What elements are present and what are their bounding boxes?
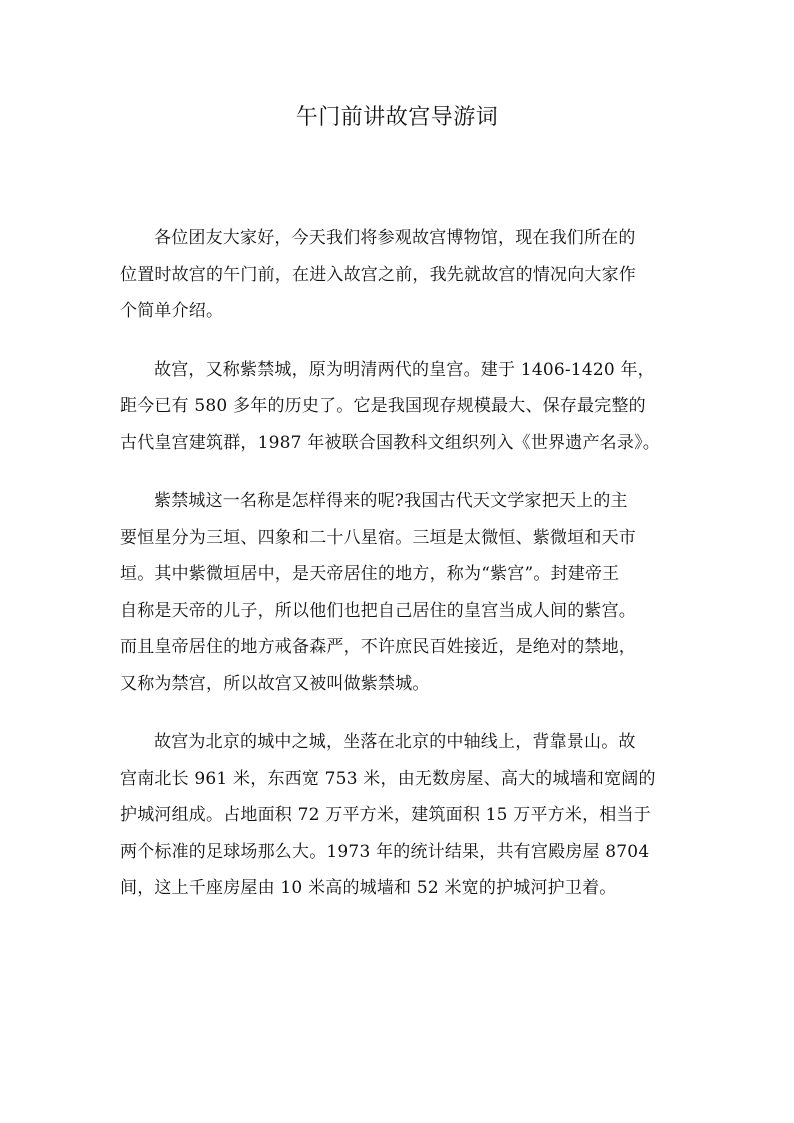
text-line: 位置时故宫的午门前，在进入故宫之前，我先就故宫的情况向大家作 bbox=[120, 264, 636, 285]
text-line: 而且皇帝居住的地方戒备森严，不许庶民百姓接近，是绝对的禁地， bbox=[120, 637, 636, 657]
text-line: 自称是天帝的儿子，所以他们也把自己居住的皇宫当成人间的紫宫。 bbox=[120, 600, 636, 621]
page-title: 午门前讲故宫导游词 bbox=[295, 105, 499, 130]
text-line: 护城河组成。占地面积 72 万平方米，建筑面积 15 万平方米，相当于 bbox=[120, 805, 651, 825]
text-line: 间，这上千座房屋由 10 米高的城墙和 52 米宽的护城河护卫着。 bbox=[120, 878, 617, 898]
text-line: 故宫为北京的城中之城，坐落在北京的中轴线上，背靠景山。故 bbox=[154, 732, 636, 752]
text-line: 紫禁城这一名称是怎样得来的呢?我国古代天文学家把天上的主 bbox=[154, 491, 628, 511]
text-line: 又称为禁宫，所以故宫又被叫做紫禁城。 bbox=[120, 673, 430, 694]
text-line: 各位团友大家好，今天我们将参观故宫博物馆，现在我们所在的 bbox=[154, 228, 636, 248]
paragraph-name-origin bbox=[120, 483, 686, 702]
text-line: 距今已有 580 多年的历史了。它是我国现存规模最大、保存最完整的 bbox=[120, 396, 646, 416]
text-line: 个简单介绍。 bbox=[120, 301, 224, 321]
text-line: 故宫，又称紫禁城，原为明清两代的皇宫。建于 1406-1420 年， bbox=[154, 359, 655, 380]
document-body bbox=[120, 220, 686, 929]
paragraph-intro bbox=[120, 220, 686, 330]
text-line: 两个标准的足球场那么大。1973 年的统计结果，共有宫殿房屋 8704 bbox=[120, 841, 650, 862]
text-line: 宫南北长 961 米，东西宽 753 米，由无数房屋、高大的城墙和宽阔的 bbox=[120, 768, 656, 789]
paragraph-history bbox=[120, 352, 686, 462]
text-line: 古代皇宫建筑群，1987 年被联合国教科文组织列入《世界遗产名录》。 bbox=[120, 432, 660, 453]
text-line: 垣。其中紫微垣居中，是天帝居住的地方，称为“紫宫”。封建帝王 bbox=[120, 564, 620, 584]
paragraph-layout bbox=[120, 724, 686, 907]
text-line: 要恒星分为三垣、四象和二十八星宿。三垣是太微恒、紫微垣和天市 bbox=[120, 527, 636, 548]
